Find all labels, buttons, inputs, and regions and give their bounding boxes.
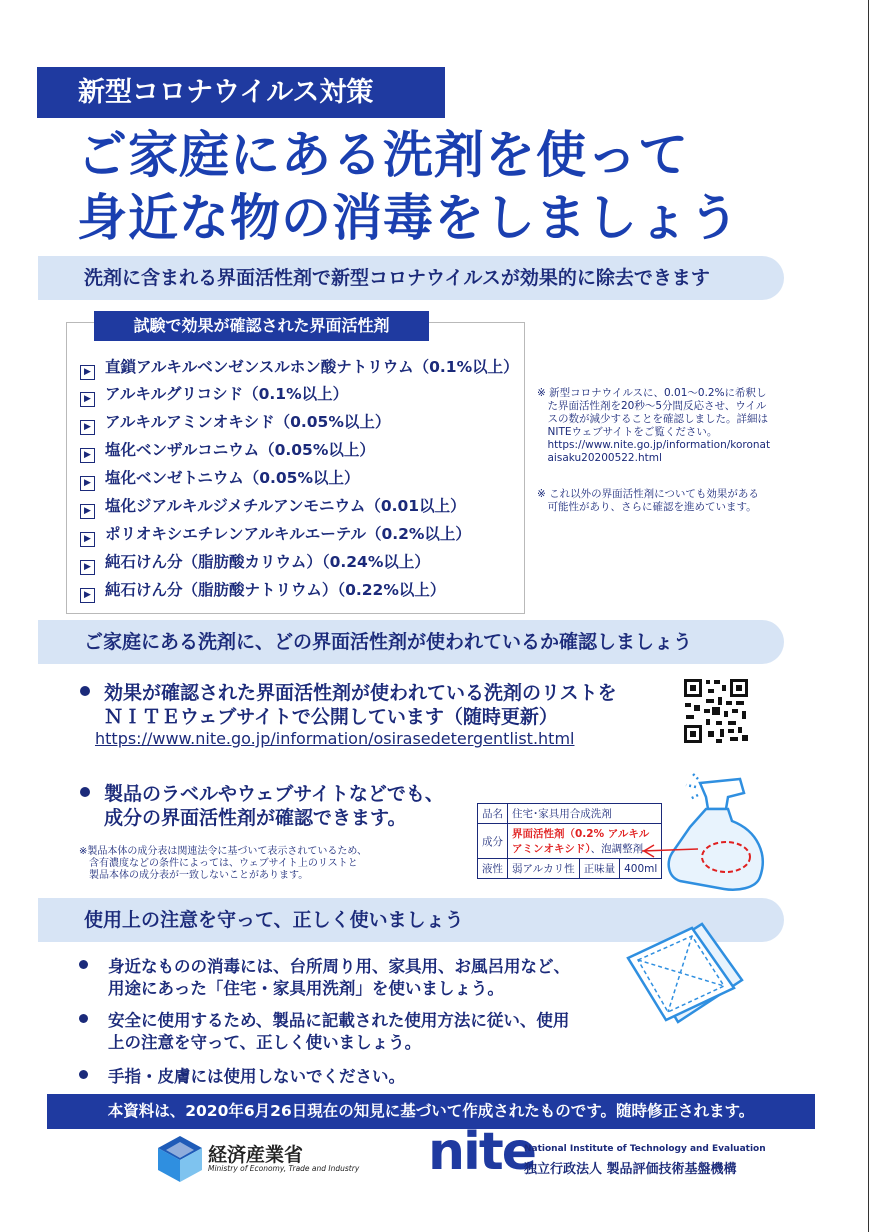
list-item: ▶ 純石けん分（脂肪酸ナトリウム）（0.22%以上）: [80, 580, 445, 600]
play-icon: ▶: [80, 448, 95, 463]
meti-name: 経済産業省: [208, 1144, 304, 1166]
bullet-icon: [79, 960, 88, 969]
list-item: ▶ 純石けん分（脂肪酸カリウム）（0.24%以上）: [80, 552, 430, 572]
list-item: ▶ アルキルグリコシド（0.1%以上）: [80, 384, 348, 404]
nite-english-name: National Institute of Technology and Evaluation: [524, 1144, 766, 1154]
topic-badge: 新型コロナウイルス対策: [37, 67, 445, 118]
list-item: ▶ 塩化ベンゼトニウム（0.05%以上）: [80, 468, 360, 488]
title-line-1: ご家庭にある洗剤を使って: [77, 126, 689, 184]
nite-japanese-name: 独立行政法人 製品評価技術基盤機構: [524, 1162, 737, 1177]
page-edge-line: [868, 0, 869, 1232]
page-title: [77, 124, 740, 250]
label-key: 品名: [478, 804, 508, 824]
play-icon: ▶: [80, 532, 95, 547]
list-item: ▶ ポリオキシエチレンアルキルエーテル（0.2%以上）: [80, 524, 471, 544]
caution-item: 安全に使用するため、製品に記載された使用方法に従い、使用 上の注意を守って、正しく使いましょう。: [79, 1010, 569, 1054]
title-line-2: 身近な物の消毒をしましょう: [77, 189, 740, 247]
meti-logo-icon: [158, 1136, 202, 1182]
caution-item: 手指・皮膚には使用しないでください。: [79, 1066, 405, 1088]
caution-item: 身近なものの消毒には、台所周り用、家具用、お風呂用など、 用途にあった「住宅・家具用洗剤」を使いましょう。: [79, 956, 570, 1000]
play-icon: ▶: [80, 476, 95, 491]
section-band-caution: 使用上の注意を守って、正しく使いましょう: [38, 898, 784, 942]
label-value: 住宅･家具用合成洗剤: [508, 804, 662, 824]
label-key: 正味量: [579, 859, 620, 879]
note-test-detail: ※ 新型コロナウイルスに、0.01～0.2%に希釈し た界面活性剤を20秒～5分間反応させ、ウイル スの数が減少することを確認しました。詳細は NITEウェブサイトをご覧ください。 https://www.nite.go.jp/information/koronat aisaku20200522.html: [537, 387, 771, 464]
section-band-check: ご家庭にある洗剤に、どの界面活性剤が使われているか確認しましょう: [38, 620, 784, 664]
play-icon: ▶: [80, 504, 95, 519]
label-ingredients: 界面活性剤（0.2% アルキル アミンオキシド）、泡調整剤: [508, 824, 662, 859]
bullet-label-check: 製品のラベルやウェブサイトなどでも、 成分の界面活性剤が確認できます。: [80, 782, 444, 830]
list-item: ▶ 塩化ジアルキルジメチルアンモニウム（0.01以上）: [80, 496, 466, 516]
nite-logo: nite: [428, 1122, 535, 1182]
label-key: 成分: [478, 824, 508, 859]
note-other-surfactants: ※ これ以外の界面活性剤についても効果がある 可能性があり、さらに確認を進めています。: [537, 488, 759, 513]
label-value: 弱アルカリ性: [508, 859, 580, 879]
bullet-icon: [80, 787, 90, 797]
list-item: ▶ アルキルアミンオキシド（0.05%以上）: [80, 412, 390, 432]
qr-code-icon[interactable]: [682, 677, 750, 745]
surfactant-list-heading: 試験で効果が確認された界面活性剤: [94, 311, 429, 341]
list-item: ▶ 直鎖アルキルベンゼンスルホン酸ナトリウム（0.1%以上）: [80, 357, 519, 377]
list-item: ▶ 塩化ベンザルコニウム（0.05%以上）: [80, 440, 375, 460]
play-icon: ▶: [80, 560, 95, 575]
bullet-icon: [79, 1014, 88, 1023]
product-label-table: [477, 803, 662, 879]
meti-english-name: Ministry of Economy, Trade and Industry: [208, 1164, 360, 1173]
play-icon: ▶: [80, 420, 95, 435]
play-icon: ▶: [80, 588, 95, 603]
label-disclaimer: ※製品本体の成分表は関連法令に基づいて表示されているため、 含有濃度などの条件によっては、ウェブサイト上のリストと 製品本体の成分表が一致しないことがあります。: [79, 846, 367, 881]
footer-disclaimer-bar: 本資料は、2020年6月26日現在の知見に基づいて作成されたものです。随時修正されます。: [47, 1094, 815, 1129]
section-band-effective: 洗剤に含まれる界面活性剤で新型コロナウイルスが効果的に除去できます: [38, 256, 784, 300]
bullet-icon: [80, 686, 90, 696]
label-value: 400ml: [620, 859, 662, 879]
spray-bottle-icon: [640, 765, 775, 895]
label-key: 液性: [478, 859, 508, 879]
play-icon: ▶: [80, 365, 95, 380]
nite-detergent-list-link[interactable]: https://www.nite.go.jp/information/osirasedetergentlist.html: [95, 729, 575, 748]
wipe-cloth-icon: [618, 918, 750, 1030]
play-icon: ▶: [80, 392, 95, 407]
bullet-icon: [79, 1070, 88, 1079]
bullet-nite-list: 効果が確認された界面活性剤が使われている洗剤のリストを ＮＩＴＥウェブサイトで公開しています（随時更新）: [80, 681, 617, 729]
